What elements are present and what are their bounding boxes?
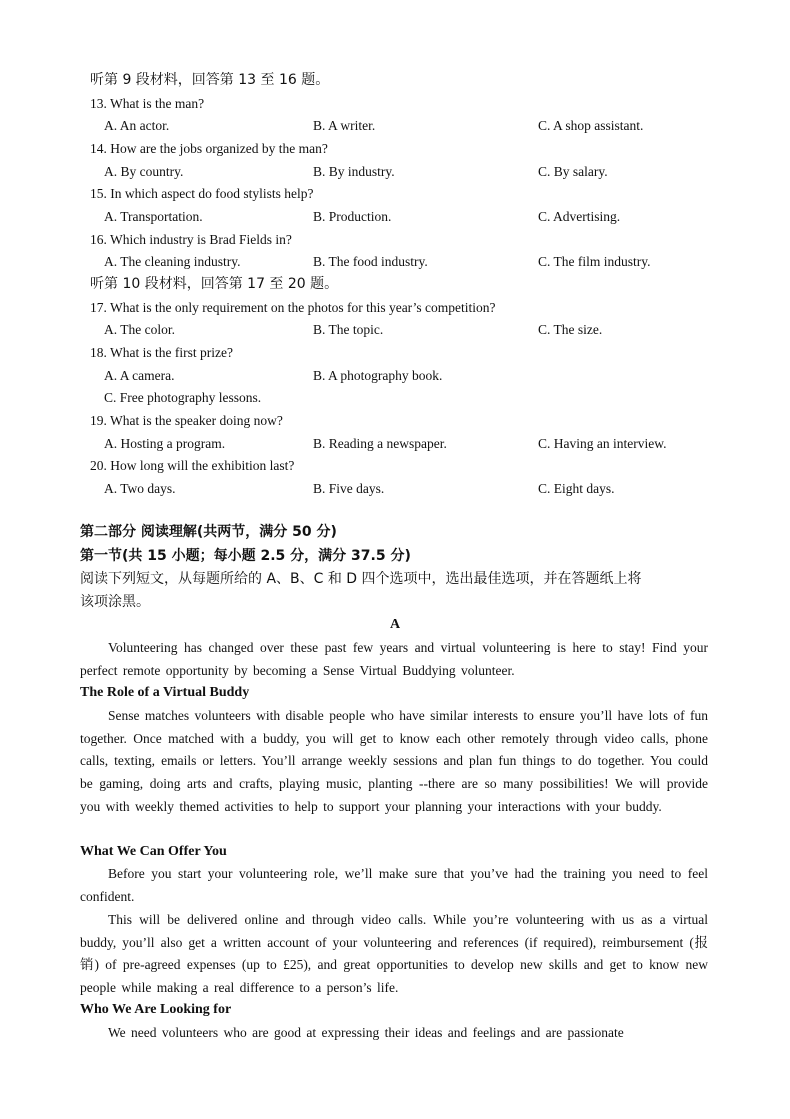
q13-option-b: B. A writer. [313,118,376,133]
paragraph-looking-for: We need volunteers who are good at expressing their ideas and feelings and are passionate [108,1025,624,1040]
instructions-line-1: 阅读下列短文，从每题所给的 A、B、C 和 D 四个选项中，选出最佳选项，并在答题纸上将 [80,571,642,587]
part-two-title: 第二部分 阅读理解(共两节，满分 50 分) [80,524,337,540]
question-13: 13. What is the man? [90,96,205,111]
q17-option-b: B. The topic. [313,322,384,337]
q13-option-a: A. An actor. [104,118,170,133]
q16-option-b: B. The food industry. [313,254,428,269]
q19-option-a: A. Hosting a program. [104,436,226,451]
heading-what-we-offer: What We Can Offer You [80,844,227,859]
section-10-instruction: 听第 10 段材料，回答第 17 至 20 题。 [90,276,339,292]
paragraph-benefits: This will be delivered online and through video calls. While you’re volunteering with us as a virtual buddy, you’ll also get a written account of your volunteering and references (if required), reimbursement (报销) of pre-agreed expenses (up to £25), and great opportunities to develop new skills and get to know new people while making a real difference to a person’s life. [80,912,708,996]
q20-option-c: C. Eight days. [538,481,615,496]
q17-option-c: C. The size. [538,322,603,337]
q19-option-c: C. Having an interview. [538,436,667,451]
paragraph-training: Before you start your volunteering role, we’ll make sure that you’ve had the training you need to feel confident. [80,866,708,904]
heading-role-of-virtual-buddy: The Role of a Virtual Buddy [80,685,250,700]
q19-option-b: B. Reading a newspaper. [313,436,447,451]
passage-intro: Volunteering has changed over these past few years and virtual volunteering is here to stay! Find your perfect remote opportunity by becoming a Sense Virtual Buddying volunteer. [80,640,708,678]
q16-option-c: C. The film industry. [538,254,651,269]
q15-option-a: A. Transportation. [104,209,203,224]
q14-option-b: B. By industry. [313,164,395,179]
paragraph-role: Sense matches volunteers with disable people who have similar interests to ensure you’ll have lots of fun together. Once matched with a buddy, you will get to know each other remotely through video calls, phone calls, texting, emails or letters. You’ll arrange weekly sessions and plan fun things to do together. You could be gaming, doing arts and crafts, playing music, planting --there are so many possibilities! We will provide you with weekly themed activities to help to support your planning your interactions with your buddy. [80,708,708,814]
q20-option-a: A. Two days. [104,481,176,496]
question-15: 15. In which aspect do food stylists help? [90,186,314,201]
q15-option-b: B. Production. [313,209,392,224]
q14-option-a: A. By country. [104,164,184,179]
question-20: 20. How long will the exhibition last? [90,458,295,473]
question-17: 17. What is the only requirement on the photos for this year’s competition? [90,300,496,315]
q18-option-b: B. A photography book. [313,368,443,383]
q15-option-c: C. Advertising. [538,209,621,224]
q13-option-c: C. A shop assistant. [538,118,644,133]
instructions-line-2: 该项涂黑。 [80,594,150,610]
section-one-title: 第一节(共 15 小题；每小题 2.5 分，满分 37.5 分) [80,548,411,564]
q18-option-c: C. Free photography lessons. [104,390,262,405]
question-19: 19. What is the speaker doing now? [90,413,283,428]
q18-option-a: A. A camera. [104,368,175,383]
question-16: 16. Which industry is Brad Fields in? [90,232,292,247]
question-18: 18. What is the first prize? [90,345,233,360]
q20-option-b: B. Five days. [313,481,385,496]
q16-option-a: A. The cleaning industry. [104,254,241,269]
q17-option-a: A. The color. [104,322,175,337]
question-14: 14. How are the jobs organized by the man? [90,141,328,156]
section-9-instruction: 听第 9 段材料，回答第 13 至 16 题。 [90,72,330,88]
passage-label: A [389,617,401,632]
heading-who-we-look-for: Who We Are Looking for [80,1002,232,1017]
q14-option-c: C. By salary. [538,164,608,179]
